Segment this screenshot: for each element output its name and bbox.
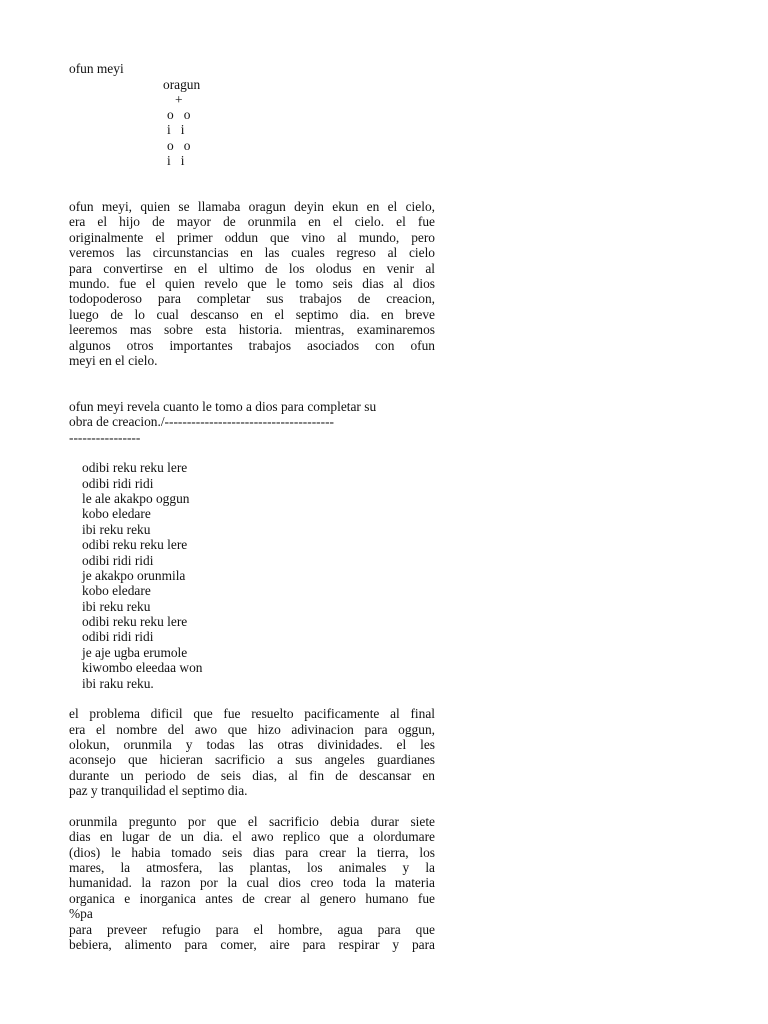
paragraph-line: aconsejo que hicieran sacrificio a sus angeles guardianes <box>69 752 435 767</box>
verse-line: ibi reku reku <box>82 599 151 614</box>
sign-plus: + <box>175 92 183 107</box>
verse-line: odibi reku reku lere <box>82 537 188 552</box>
paragraph-line: obra de creacion./-------------------------------------- <box>69 414 334 429</box>
paragraph-line: dias en lugar de un dia. el awo replico que a olordumare <box>69 829 435 844</box>
verse-line: ibi reku reku <box>82 522 151 537</box>
paragraph-line: %pa <box>69 906 93 921</box>
paragraph-line: mundo. fue el quien revelo que le tomo seis dias al dios <box>69 276 435 291</box>
verse-line: je akakpo orunmila <box>82 568 186 583</box>
verse-line: odibi ridi ridi <box>82 476 154 491</box>
paragraph-line: todopoderoso para completar sus trabajos de creacion, <box>69 291 435 306</box>
document-heading: ofun meyi <box>69 61 124 76</box>
verse-line: kobo eledare <box>82 583 151 598</box>
paragraph-line: algunos otros importantes trabajos asociados con ofun <box>69 338 435 353</box>
paragraph-line: leeremos mas sobre esta historia. mientras, examinaremos <box>69 322 435 337</box>
paragraph-line: organica e inorganica antes de crear al genero humano fue <box>69 891 435 906</box>
paragraph-line: paz y tranquilidad el septimo dia. <box>69 783 248 798</box>
sign-name: oragun <box>163 77 201 92</box>
paragraph-line: luego de lo cual descanso en el septimo dia. en breve <box>69 307 435 322</box>
paragraph-line: orunmila pregunto por que el sacrificio debia durar siete <box>69 814 435 829</box>
paragraph-line: humanidad. la razon por la cual dios creo toda la materia <box>69 875 435 890</box>
paragraph-line: (dios) le habia tomado seis dias para crear la tierra, los <box>69 845 435 860</box>
sign-row: i i <box>167 122 185 137</box>
verse-line: kobo eledare <box>82 506 151 521</box>
paragraph-line: bebiera, alimento para comer, aire para respirar y para <box>69 937 435 952</box>
paragraph-line: olokun, orunmila y todas las otras divinidades. el les <box>69 737 435 752</box>
paragraph-line: ofun meyi, quien se llamaba oragun deyin ekun en el cielo, <box>69 199 435 214</box>
verse-line: ibi raku reku. <box>82 676 154 691</box>
verse-line: odibi reku reku lere <box>82 460 188 475</box>
paragraph-line: meyi en el cielo. <box>69 353 158 368</box>
verse-line: le ale akakpo oggun <box>82 491 190 506</box>
paragraph-line: originalmente el primer oddun que vino al mundo, pero <box>69 230 435 245</box>
paragraph-line: para preveer refugio para el hombre, agua para que <box>69 922 435 937</box>
sign-row: i i <box>167 153 185 168</box>
sign-row: o o <box>167 138 191 153</box>
verse-line: odibi ridi ridi <box>82 553 154 568</box>
paragraph-line: ---------------- <box>69 430 141 445</box>
paragraph-line: el problema dificil que fue resuelto pacificamente al final <box>69 706 435 721</box>
paragraph-line: era el nombre del awo que hizo adivinacion para oggun, <box>69 722 435 737</box>
verse-line: je aje ugba erumole <box>82 645 188 660</box>
paragraph-line: mares, la atmosfera, las plantas, los animales y la <box>69 860 435 875</box>
paragraph-line: veremos las circunstancias en las cuales regreso al cielo <box>69 245 435 260</box>
paragraph-line: durante un periodo de seis dias, al fin de descansar en <box>69 768 435 783</box>
paragraph-line: era el hijo de mayor de orunmila en el cielo. el fue <box>69 214 435 229</box>
paragraph-line: para convertirse en el ultimo de los olodus en venir al <box>69 261 435 276</box>
verse-line: odibi reku reku lere <box>82 614 188 629</box>
verse-line: odibi ridi ridi <box>82 629 154 644</box>
verse-line: kiwombo eleedaa won <box>82 660 203 675</box>
paragraph-line: ofun meyi revela cuanto le tomo a dios para completar su <box>69 399 377 414</box>
sign-row: o o <box>167 107 191 122</box>
